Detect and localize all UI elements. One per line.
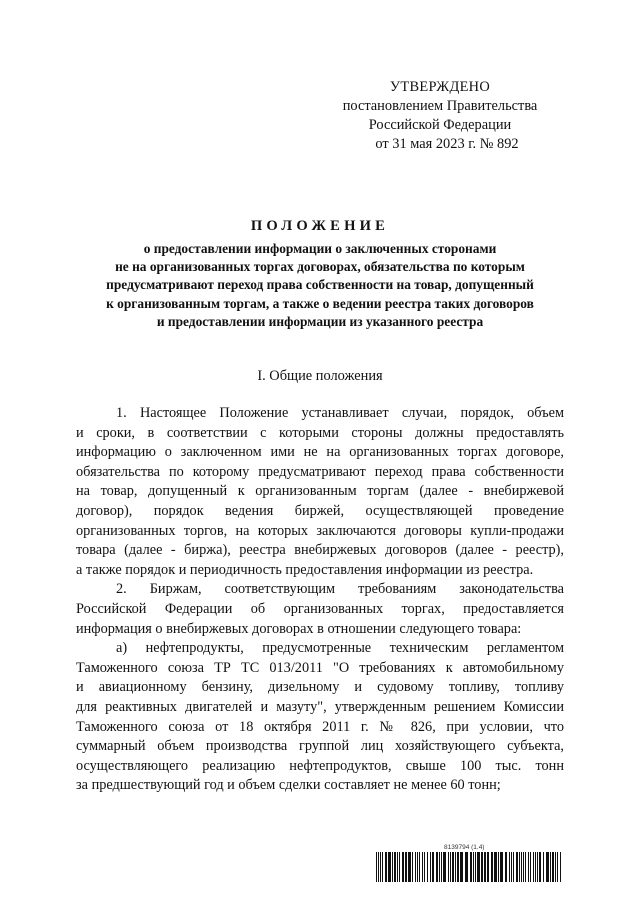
subtitle-line: и предоставлении информации из указанного реестра: [156, 313, 484, 329]
barcode-bar: [525, 852, 526, 882]
text-line: товара (далее - биржа), реестра внебиржевых договоров (далее - реестр),: [76, 542, 564, 559]
text-line: договор), порядок ведения биржей, осуществляющей проведение: [76, 502, 564, 519]
barcode-bar: [382, 852, 383, 882]
barcode-bar: [552, 852, 554, 882]
text-line: осуществляющего реализацию нефтепродуктов, свыше 100 тыс. тонн: [76, 757, 564, 774]
barcode-bar: [460, 852, 463, 882]
text-line: Таможенного союза ТР ТС 013/2011 "О требованиях к автомобильному: [76, 659, 564, 676]
barcode-bar: [470, 852, 472, 882]
text-line: 1. Настоящее Положение устанавливает случаи, порядок, объем: [116, 405, 564, 421]
barcode-bar: [511, 852, 512, 882]
barcode-bar: [439, 852, 440, 882]
approval-date: от 31 мая 2023 г. № 892: [375, 136, 519, 152]
text-line: Российской Федерации об организованных торгах, предоставляется: [76, 600, 564, 617]
text-line: и авиационному бензину, дизельному и судовому топливу, топливу: [76, 679, 564, 696]
subtitle-line: предусматривают переход права собственности на товар, допущенный: [106, 277, 534, 293]
barcode-bar: [513, 852, 514, 882]
text-line: организованных торгов, на которых заключаются договоры купли-продажи: [76, 522, 564, 539]
barcode-bar: [555, 852, 556, 882]
barcode-number: 8139794 (1.4): [444, 844, 485, 851]
barcode-bar: [475, 852, 476, 882]
document-subtitle: [60, 240, 580, 331]
barcode-bar: [405, 852, 407, 882]
subtitle-line: к организованным торгам, а также о ведении реестра таких договоров: [106, 295, 534, 311]
barcode-bar: [408, 852, 411, 882]
barcode-bar: [523, 852, 524, 882]
barcode-bar: [455, 852, 456, 882]
barcode-bar: [484, 852, 486, 882]
barcode: [376, 844, 564, 884]
barcode-bar: [457, 852, 459, 882]
text-line: информацию о заключенном ими не на организованных торгах договоре,: [76, 444, 564, 461]
barcode-bar: [473, 852, 474, 882]
text-line: и сроки, в соответствии с которыми стороны должны предоставлять: [76, 424, 564, 441]
barcode-bar: [399, 852, 400, 882]
barcode-bar: [430, 852, 431, 882]
barcode-bar: [533, 852, 534, 882]
barcode-bar: [546, 852, 549, 882]
barcode-bar: [443, 852, 446, 882]
barcode-bar: [528, 852, 529, 882]
barcode-bar: [376, 852, 377, 882]
barcode-bar: [397, 852, 398, 882]
paragraph-2a: [76, 639, 564, 796]
barcode-bar: [422, 852, 423, 882]
approval-heading: УТВЕРЖДЕНО: [389, 79, 491, 95]
barcode-bar: [432, 852, 434, 882]
barcode-bar: [491, 852, 493, 882]
text-line: а также порядок и периодичность предоставления информации из реестра.: [76, 561, 534, 578]
barcode-bar: [516, 852, 518, 882]
barcode-bar: [500, 852, 503, 882]
barcode-bar: [560, 852, 561, 882]
barcode-bar: [550, 852, 551, 882]
barcode-bar: [436, 852, 438, 882]
barcode-bar: [415, 852, 416, 882]
barcode-bar: [378, 852, 379, 882]
subtitle-line: не на организованных торгах договорах, обязательства по которым: [115, 259, 525, 275]
barcode-bar: [427, 852, 428, 882]
barcode-bar: [419, 852, 420, 882]
barcode-bar: [509, 852, 510, 882]
barcode-bar: [537, 852, 538, 882]
barcode-bar: [380, 852, 381, 882]
barcode-bar: [477, 852, 480, 882]
barcode-bar: [481, 852, 483, 882]
barcode-bar: [385, 852, 387, 882]
text-line: суммарный объем производства группой лиц хозяйствующего субъекта,: [76, 738, 564, 755]
barcode-bars: [376, 852, 564, 882]
barcode-bar: [402, 852, 404, 882]
text-line: а) нефтепродукты, предусмотренные техническим регламентом: [116, 640, 564, 657]
text-line: обязательства по которому предусматривают переход права собственности: [76, 463, 564, 480]
barcode-bar: [448, 852, 449, 882]
barcode-bar: [465, 852, 468, 882]
text-line: за предшествующий год и объем сделки составляет не менее 60 тонн;: [76, 777, 501, 794]
barcode-bar: [530, 852, 531, 882]
barcode-bar: [412, 852, 413, 882]
barcode-bar: [505, 852, 507, 882]
barcode-bar: [539, 852, 541, 882]
approval-line-2: Российской Федерации: [368, 117, 512, 133]
barcode-bar: [521, 852, 522, 882]
text-line: информация о внебиржевых договорах в отношении следующего товара:: [76, 620, 522, 637]
barcode-bar: [394, 852, 396, 882]
barcode-bar: [498, 852, 499, 882]
text-line: 2. Биржам, соответствующим требованиям законодательства: [116, 581, 564, 598]
barcode-bar: [450, 852, 451, 882]
barcode-bar: [557, 852, 558, 882]
barcode-bar: [424, 852, 425, 882]
approval-block: [330, 78, 550, 154]
paragraph-1: [76, 404, 564, 580]
subtitle-line: о предоставлении информации о заключенных сторонами: [143, 241, 497, 256]
barcode-bar: [452, 852, 454, 882]
barcode-bar: [519, 852, 520, 882]
barcode-bar: [392, 852, 393, 882]
barcode-bar: [535, 852, 536, 882]
text-line: для реактивных двигателей и мазуту", утвержденным решением Комиссии: [76, 698, 564, 715]
text-line: Таможенного союза от 18 октября 2011 г. № 826, при условии, что: [76, 718, 564, 735]
barcode-bar: [543, 852, 544, 882]
barcode-bar: [487, 852, 489, 882]
barcode-bar: [441, 852, 442, 882]
approval-line-1: постановлением Правительства: [342, 98, 538, 114]
document-body: [76, 404, 564, 796]
paragraph-2: [76, 580, 564, 639]
section-heading: I. Общие положения: [257, 368, 383, 384]
text-line: на товар, допущенный к организованным торгам (далее - внебиржевой: [76, 483, 564, 500]
barcode-bar: [417, 852, 418, 882]
document-title: ПОЛОЖЕНИЕ: [250, 218, 390, 234]
barcode-bar: [494, 852, 497, 882]
barcode-bar: [388, 852, 391, 882]
